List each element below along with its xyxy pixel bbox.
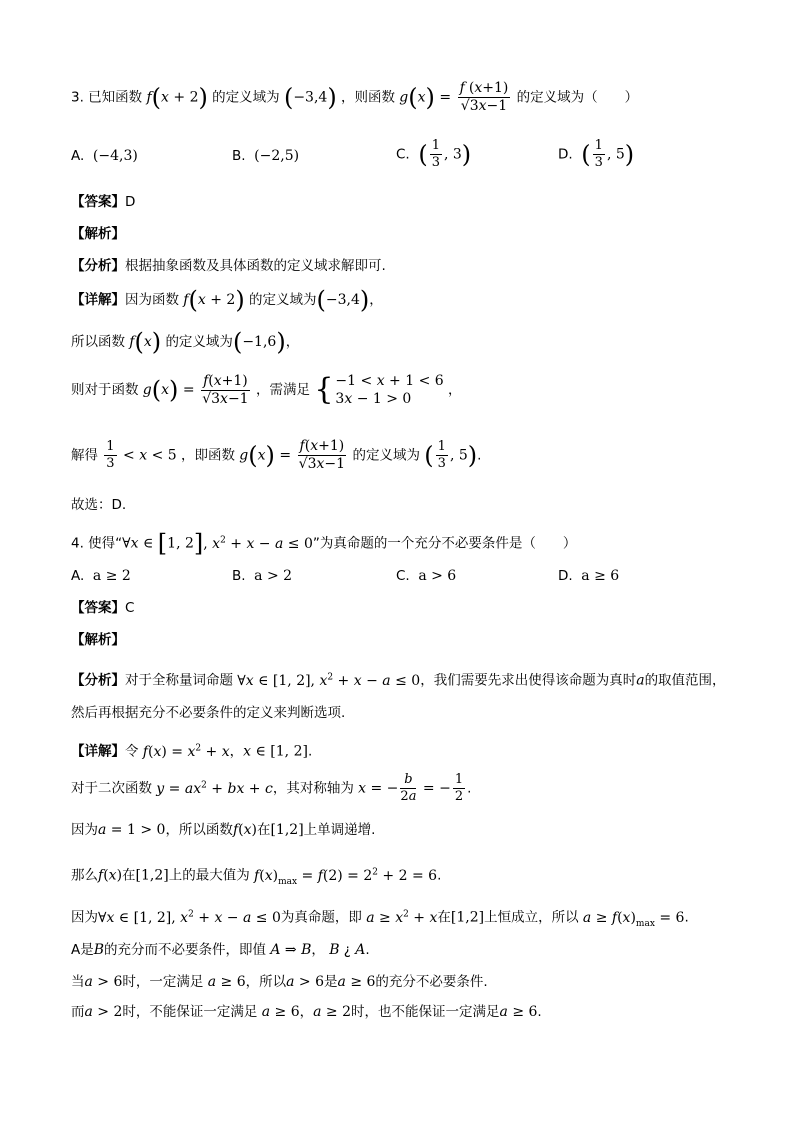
- q4-fenxi-1: 【分析】对于全称量词命题 ∀x ∈ [1, 2], $x^2 + x - a \le 0$，我们需要先求出使得该命题为真时a的取值范围，: [71, 672, 726, 689]
- q3-conclusion: 故选：D.: [71, 497, 127, 513]
- q3-analysis-heading: 【解析】: [71, 226, 125, 242]
- q3-xiangjie-2: 所以函数 f(x) 的定义域为(−1,6)，: [71, 328, 300, 356]
- q4-answer: 【答案】C: [71, 600, 135, 616]
- q4-option-a[interactable]: A. a ≥ 2: [71, 568, 131, 584]
- q4-xiangjie-5: 因为∀x ∈ [1, 2], $x^2 + x - a \le 0$为真命题，即 $a \ge x^2 + x$在[1,2]上恒成立，所以 $a \ge f(x)_{max} = 6$.: [71, 909, 689, 929]
- q4-stem: 4. 使得“∀x ∈ [1, 2], $x^2 + x - a \le 0$”为真命题的一个充分不必要条件是（ ）: [71, 529, 577, 558]
- q3-xiangjie-3: 则对于函数 g(x) = $\frac{f(x+1)}{√3x-1}$ ，需满足 { −1 < x + 1 < 6 3x − 1 > 0 ，: [71, 372, 462, 407]
- q3-fenxi: 【分析】根据抽象函数及具体函数的定义域求解即可.: [71, 258, 386, 274]
- q4-xiangjie-3: 因为a = 1 > 0，所以函数f(x)在[1,2]上单调递增.: [71, 822, 376, 838]
- q3-xiangjie-4: 解得 $\frac{1}{3}$ < x < 5 ，即函数 g(x) = $\frac{f(x+1)}{√3x-1}$ 的定义域为 ( $\frac{1}{3}$ , 5).: [71, 438, 482, 472]
- q4-xiangjie-4: 那么f(x)在[1,2]上的最大值为 $f(x)_{max} = f(2) = 2^2 + 2 = 6$.: [71, 867, 442, 887]
- q4-xiangjie-6: A是B的充分而不必要条件，即值 A ⇒ B， B ¿ A.: [71, 942, 370, 958]
- q4-xiangjie-1: 【详解】令 $f(x) = x^2 + x$，x ∈ [1, 2].: [71, 743, 313, 760]
- q4-option-c[interactable]: C. a > 6: [396, 568, 457, 584]
- q4-xiangjie-2: 对于二次函数 $y = ax^2$ + bx + c，其对称轴为 x = − $\frac{b}{2a}$ = − $\frac{1}{2}$ .: [71, 772, 472, 804]
- q3-xiangjie-1: 【详解】因为函数 f(x + 2) 的定义域为(−3,4)，: [71, 286, 383, 314]
- q3-stem: 3. 已知函数 f(x + 2) 的定义域为 (−3,4) ，则函数 g(x) = $\frac{f (x+1)}{√3x-1}$ 的定义域为（ ）: [71, 80, 639, 114]
- q4-analysis-heading: 【解析】: [71, 632, 125, 648]
- q4-xiangjie-7: 当a > 6时，一定满足 a ≥ 6，所以a > 6是a ≥ 6的充分不必要条件.: [71, 974, 488, 990]
- q3-option-c[interactable]: C. ( $\frac{1}{3}$ , 3): [396, 138, 472, 170]
- q3-option-d[interactable]: D. ( $\frac{1}{3}$ , 5): [558, 138, 635, 170]
- q4-fenxi-2: 然后再根据充分不必要条件的定义来判断选项.: [71, 705, 346, 721]
- q4-option-d[interactable]: D. a ≥ 6: [558, 568, 620, 584]
- q3-option-b[interactable]: B. (−2,5): [232, 148, 300, 164]
- q3-option-a[interactable]: A. (−4,3): [71, 148, 138, 164]
- q3-answer: 【答案】D: [71, 194, 136, 210]
- q4-xiangjie-8: 而a > 2时，不能保证一定满足 a ≥ 6，a ≥ 2时，也不能保证一定满足a ≥ 6.: [71, 1004, 542, 1020]
- q4-option-b[interactable]: B. a > 2: [232, 568, 293, 584]
